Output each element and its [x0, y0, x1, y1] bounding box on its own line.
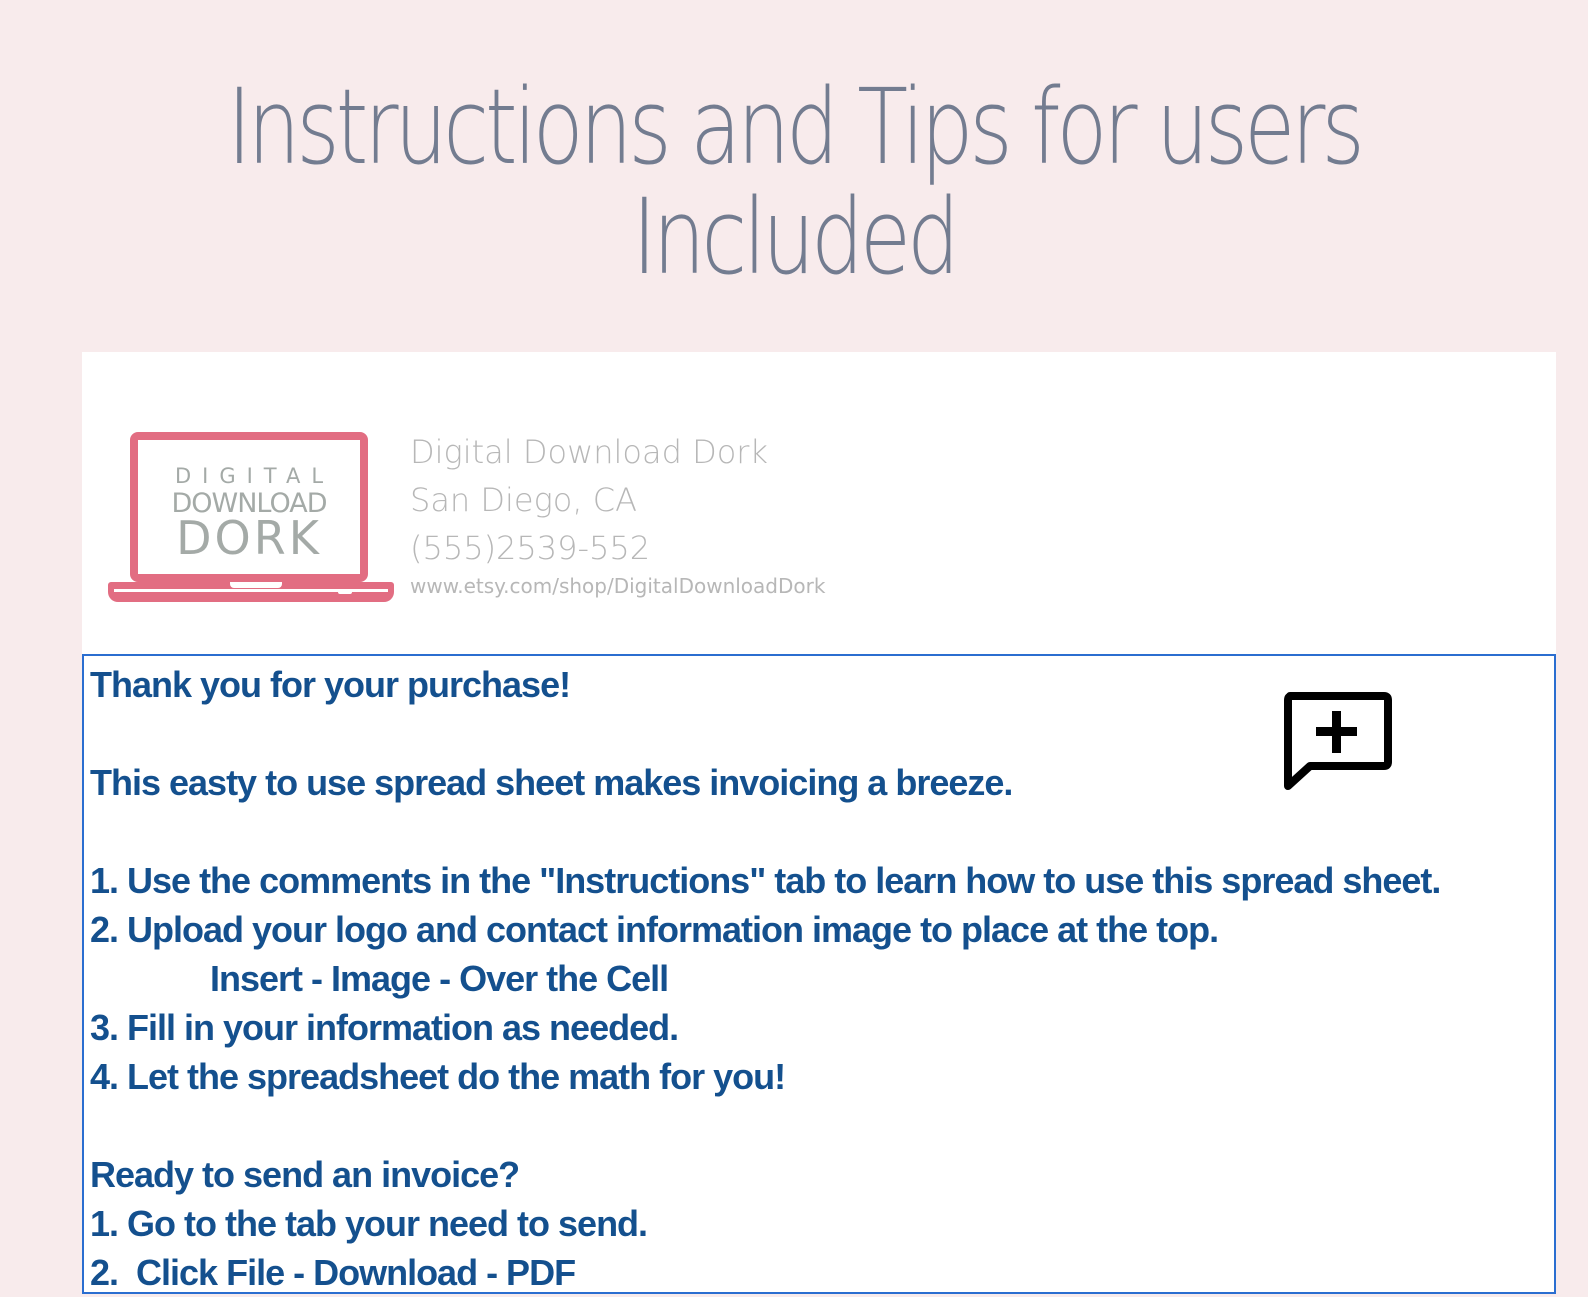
step-3-line: 3. Fill in your information as needed. [90, 1007, 679, 1048]
thanks-line: Thank you for your purchase! [90, 664, 571, 705]
step-2-detail-line: Insert - Image - Over the Cell [210, 958, 669, 999]
spreadsheet-preview [82, 352, 1556, 1292]
logo-text-download: DOWNLOAD [171, 488, 327, 519]
heading-line-2: Included [632, 176, 956, 298]
contact-phone: (555)2539-552 [410, 529, 651, 567]
step-4-line: 4. Let the spreadsheet do the math for you! [90, 1056, 786, 1097]
send-step-1-line: 1. Go to the tab your need to send. [90, 1203, 648, 1244]
send-step-2-line: 2. Click File - Download - PDF [90, 1252, 576, 1293]
contact-location: San Diego, CA [410, 481, 637, 519]
send-title-line: Ready to send an invoice? [90, 1154, 520, 1195]
instructions-cell[interactable] [82, 654, 1556, 1294]
contact-name: Digital Download Dork [410, 433, 768, 471]
logo-text-dork: DORK [176, 511, 322, 565]
add-comment-icon[interactable] [1282, 690, 1394, 798]
company-logo [108, 432, 394, 614]
step-2-line: 2. Upload your logo and contact information image to place at the top. [90, 909, 1219, 950]
header-image [82, 352, 1556, 654]
step-1-line: 1. Use the comments in the "Instructions" tab to learn how to use this spread sheet. [90, 860, 1441, 901]
contact-info [410, 428, 825, 600]
heading-line-1: Instructions and Tips for users [227, 66, 1361, 188]
instructions-text [90, 660, 1440, 1297]
page-heading [159, 66, 1429, 298]
intro-line: This easty to use spread sheet makes invoicing a breeze. [90, 762, 1013, 803]
logo-text-digital: DIGITAL [174, 464, 335, 488]
contact-url: www.etsy.com/shop/DigitalDownloadDork [410, 574, 826, 598]
